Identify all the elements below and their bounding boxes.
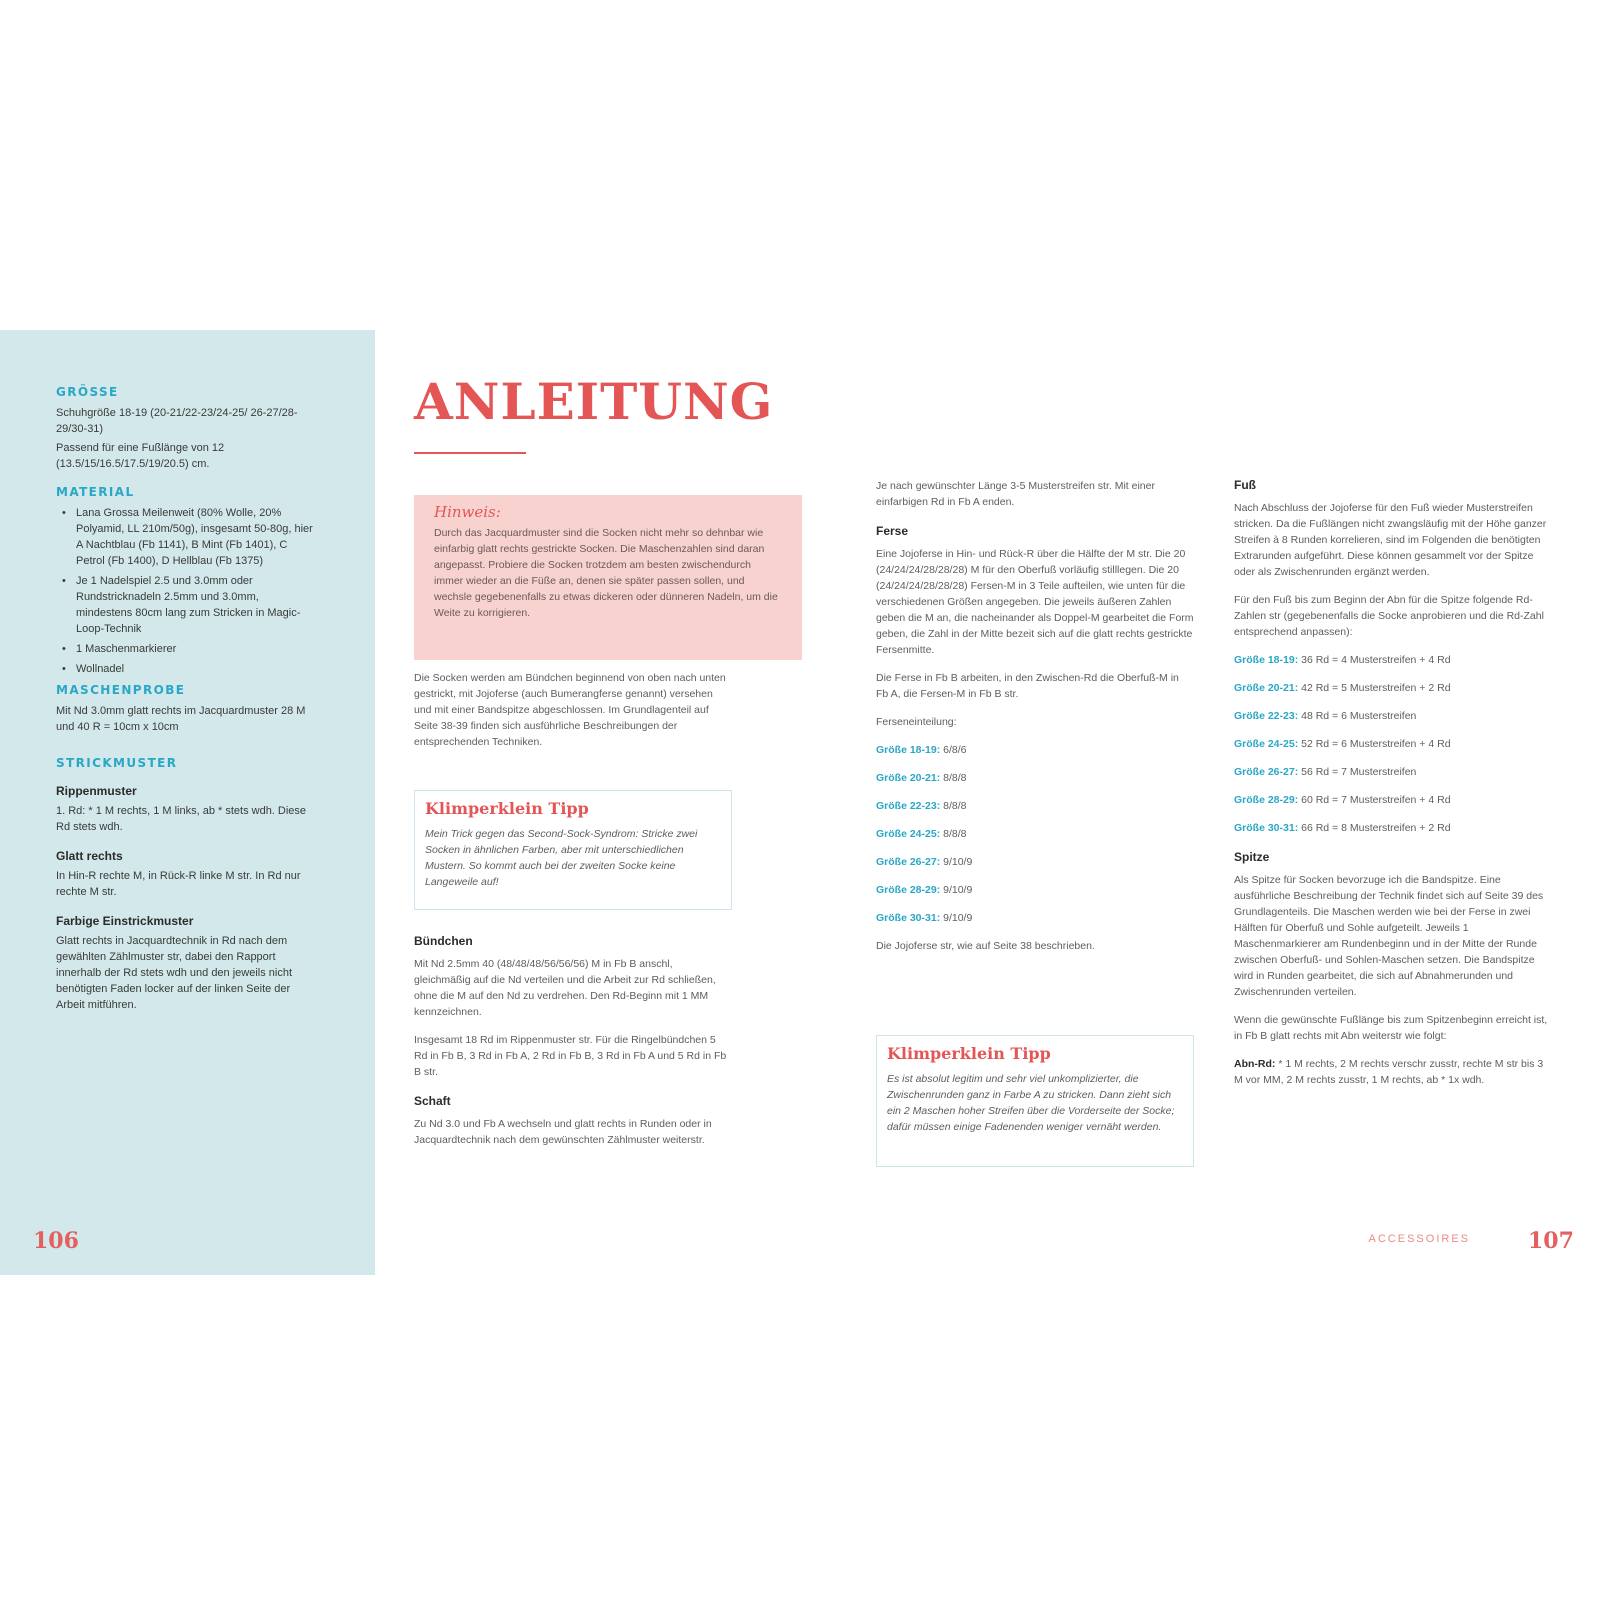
material-heading: MATERIAL: [56, 485, 135, 499]
rippenmuster-heading: Rippenmuster: [56, 784, 137, 798]
tip-title: Klimperklein Tipp: [425, 799, 589, 818]
buendchen-heading: Bündchen: [414, 934, 473, 948]
size-value: 9/10/9: [943, 912, 973, 924]
size-value: 60 Rd = 7 Musterstreifen + 4 Rd: [1301, 794, 1451, 806]
size-label: Größe 28-29:: [1234, 794, 1299, 806]
fuss-heading: Fuß: [1234, 478, 1256, 492]
size-value: 6/8/6: [943, 744, 967, 756]
ferseneinteilung-label: Ferseneinteilung:: [876, 716, 957, 728]
size-label: Größe 20-21:: [1234, 682, 1299, 694]
fuss-size-row: [1234, 820, 1552, 836]
size-label: Größe 20-21:: [876, 772, 941, 784]
hinweis-text: Durch das Jacquardmuster sind die Socken nicht mehr so dehnbar wie einfarbig glatt rechts gestrickte Socken. Die Maschenzahlen sind daran angepasst. Probiere die Socken trotzdem am besten zwischendurch immer wieder an die Füße an, denen sie später passen sollen, und wechsle gegebenenfalls zu etwas dickeren oder dünneren Nadeln, um die Weite zu korrigieren.: [434, 527, 778, 619]
spitze-text-1: Als Spitze für Socken bevorzuge ich die Bandspitze. Eine ausführliche Beschreibung der Technik findet sich auf Seite 39 des Grundlagenteils. Die Maschen werden wie bei der Ferse in zwei Hälften für Oberfuß und Sohle aufgeteilt. Jeweils 1 Maschenmarkierer am Rundenbeginn und in der Mitte der Runde zwischen Oberfuß- und Sohlen-Maschen setzen. Die Bandspitze wird in Runden gearbeitet, die sich auf Abnahmerunden und Zwischenrunden verteilen.: [1234, 874, 1544, 998]
page-number-left: 106: [33, 1228, 79, 1254]
material-item: • 1 Maschenmarkierer: [56, 641, 318, 657]
spitze-heading: Spitze: [1234, 850, 1270, 864]
ferse-size-row: [876, 742, 1194, 758]
sidebar-content: [56, 385, 318, 1016]
strickmuster-heading: STRICKMUSTER: [56, 756, 178, 770]
size-value: 66 Rd = 8 Musterstreifen + 2 Rd: [1301, 822, 1451, 834]
fuss-size-row: [1234, 764, 1552, 780]
schaft-heading: Schaft: [414, 1094, 451, 1108]
fuss-size-row: [1234, 652, 1552, 668]
ferse-size-row: [876, 798, 1194, 814]
title-underline: [414, 452, 526, 454]
column-1-lower: [414, 920, 732, 1160]
abn-rd-instructions: * 1 M rechts, 2 M rechts verschr zusstr, rechte M str bis 3 M vor MM, 2 M rechts zusstr, 1 M rechts, ab * 1x wdh.: [1234, 1058, 1544, 1086]
page-title: ANLEITUNG: [414, 372, 774, 431]
column-1: [414, 670, 732, 762]
size-label: Größe 26-27:: [876, 856, 941, 868]
size-label: Größe 24-25:: [1234, 738, 1299, 750]
fuss-size-row: [1234, 792, 1552, 808]
size-value: 42 Rd = 5 Musterstreifen + 2 Rd: [1301, 682, 1451, 694]
size-value: 9/10/9: [943, 856, 973, 868]
size-label: Größe 26-27:: [1234, 766, 1299, 778]
ferse-heading: Ferse: [876, 524, 909, 538]
abn-rd-text: [1234, 1056, 1552, 1088]
ferse-size-row: [876, 910, 1194, 926]
hinweis-box: [414, 495, 802, 660]
groesse-heading: GRÖSSE: [56, 385, 119, 399]
groesse-text-2: Passend für eine Fußlänge von 12 (13.5/15/16.5/17.5/19/20.5) cm.: [56, 442, 225, 470]
jojoferse-text: Die Jojoferse str, wie auf Seite 38 beschrieben.: [876, 940, 1095, 952]
fuss-size-row: [1234, 680, 1552, 696]
spitze-text-2: Wenn die gewünschte Fußlänge bis zum Spitzenbeginn erreicht ist, in Fb B glatt rechts mit Abn weiterstr wie folgt:: [1234, 1014, 1548, 1042]
material-item: • Je 1 Nadelspiel 2.5 und 3.0mm oder Rundstricknadeln 2.5mm und 3.0mm, mindestens 80cm lang zum Stricken in Magic-Loop-Technik: [56, 573, 318, 637]
farbige-einstrickmuster-heading: Farbige Einstrickmuster: [56, 914, 194, 928]
ferse-size-row: [876, 854, 1194, 870]
size-label: Größe 18-19:: [1234, 654, 1299, 666]
ferse-size-row: [876, 882, 1194, 898]
section-label: ACCESSOIRES: [1368, 1233, 1470, 1245]
size-label: Größe 30-31:: [876, 912, 941, 924]
size-value: 8/8/8: [943, 828, 967, 840]
material-item: • Lana Grossa Meilenweit (80% Wolle, 20% Polyamid, LL 210m/50g), insgesamt 50-80g, hier A Nachtblau (Fb 1141), B Mint (Fb 1401), C Petrol (Fb 1400), D Hellblau (Fb 1375): [56, 505, 318, 569]
tip-text: Es ist absolut legitim und sehr viel unkomplizierter, die Zwischenrunden ganz in Farbe A zu stricken. Dann zieht sich ein 2 Maschen hoher Streifen über die Vorderseite der Socke; dafür müssen einige Fadenenden weniger vernäht werden.: [887, 1073, 1175, 1133]
tip-text: Mein Trick gegen das Second-Sock-Syndrom: Stricke zwei Socken in ähnlichen Farben, aber mit unterschiedlichen Mustern. So kommt auch bei der zweiten Socke keine Langeweile auf!: [425, 828, 698, 888]
size-value: 36 Rd = 4 Musterstreifen + 4 Rd: [1301, 654, 1451, 666]
size-label: Größe 18-19:: [876, 744, 941, 756]
fuss-size-row: [1234, 736, 1552, 752]
size-value: 56 Rd = 7 Musterstreifen: [1301, 766, 1417, 778]
ferse-size-row: [876, 826, 1194, 842]
maschenprobe-heading: MASCHENPROBE: [56, 683, 186, 697]
abn-rd-label: Abn-Rd:: [1234, 1058, 1276, 1070]
size-label: Größe 22-23:: [1234, 710, 1299, 722]
tip-box-2: [876, 1035, 1194, 1167]
ferse-text-2: Die Ferse in Fb B arbeiten, in den Zwischen-Rd die Oberfuß-M in Fb A, die Fersen-M in Fb B str.: [876, 672, 1179, 700]
size-label: Größe 24-25:: [876, 828, 941, 840]
intro-text: Die Socken werden am Bündchen beginnend von oben nach unten gestrickt, mit Jojoferse (auch Bumerangferse genannt) versehen und mit einer Bandspitze abgeschlossen. Im Grundlagenteil auf Seite 38-39 finden sich ausführliche Beschreibungen der entsprechenden Techniken.: [414, 672, 726, 748]
size-value: 52 Rd = 6 Musterstreifen + 4 Rd: [1301, 738, 1451, 750]
size-value: 8/8/8: [943, 800, 967, 812]
fuss-text-1: Nach Abschluss der Jojoferse für den Fuß wieder Musterstreifen stricken. Da die Fußlängen nicht zwangsläufig mit der Höhe ganzer Streifen à 8 Runden korrelieren, sind im Folgenden die benötigten Extrarunden aufgeführt. Diese können gesammelt vor der Spitze oder als Zwischenrunden ergänzt werden.: [1234, 502, 1547, 578]
buendchen-text-1: Mit Nd 2.5mm 40 (48/48/48/56/56/56) M in Fb B anschl, gleichmäßig auf die Nd verteilen und die Arbeit zur Rd schließen, ohne die M auf den Nd zu verdrehen. Den Rd-Beginn mit 1 MM kennzeichnen.: [414, 958, 716, 1018]
groesse-text-1: Schuhgröße 18-19 (20-21/22-23/24-25/ 26-27/28-29/30-31): [56, 407, 298, 435]
rippenmuster-text: 1. Rd: * 1 M rechts, 1 M links, ab * stets wdh. Diese Rd stets wdh.: [56, 805, 307, 833]
fuss-size-row: [1234, 708, 1552, 724]
maschenprobe-text: Mit Nd 3.0mm glatt rechts im Jacquardmuster 28 M und 40 R = 10cm x 10cm: [56, 705, 306, 733]
farbige-einstrickmuster-text: Glatt rechts in Jacquardtechnik in Rd nach dem gewählten Zählmuster str, dabei den Rapport innerhalb der Rd stets wdh und den jeweils nicht benötigten Faden locker auf der linken Seite der Arbeit mitführen.: [56, 935, 293, 1011]
ferse-text-1: Eine Jojoferse in Hin- und Rück-R über die Hälfte der M str. Die 20 (24/24/24/28/28/28) M für den Oberfuß vorläufig stilllegen. Die 20 (24/24/24/28/28/28) Fersen-M in 3 Teile aufteilen, wie unten für die verschiedenen Größen angegeben. Die jeweils äußeren Zahlen geben die M an, die nacheinander als Doppel-M gearbeitet die Form geben, die Zahl in der Mitte bezeit sich auf die glatt rechts gestrickte Fersenmitte.: [876, 548, 1194, 656]
size-value: 9/10/9: [943, 884, 973, 896]
tip-title: Klimperklein Tipp: [887, 1044, 1051, 1063]
glatt-rechts-text: In Hin-R rechte M, in Rück-R linke M str. In Rd nur rechte M str.: [56, 870, 301, 898]
size-label: Größe 30-31:: [1234, 822, 1299, 834]
buendchen-text-2: Insgesamt 18 Rd im Rippenmuster str. Für die Ringelbündchen 5 Rd in Fb B, 3 Rd in Fb A, 2 Rd in Fb B, 3 Rd in Fb A und 5 Rd in Fb B str.: [414, 1034, 727, 1078]
laenge-text: Je nach gewünschter Länge 3-5 Musterstreifen str. Mit einer einfarbigen Rd in Fb A enden.: [876, 480, 1155, 508]
materials-sidebar: [0, 330, 375, 1275]
ferse-size-row: [876, 770, 1194, 786]
tip-box-1: [414, 790, 732, 910]
hinweis-label: Hinweis:: [434, 503, 501, 521]
size-label: Größe 28-29:: [876, 884, 941, 896]
material-list: [56, 505, 318, 677]
size-value: 8/8/8: [943, 772, 967, 784]
size-label: Größe 22-23:: [876, 800, 941, 812]
glatt-rechts-heading: Glatt rechts: [56, 849, 123, 863]
fuss-text-2: Für den Fuß bis zum Beginn der Abn für die Spitze folgende Rd-Zahlen str (gegebenenfalls die Socke anprobieren und die Rd-Zahl entsprechend anpassen):: [1234, 594, 1544, 638]
size-value: 48 Rd = 6 Musterstreifen: [1301, 710, 1417, 722]
material-item: • Wollnadel: [56, 661, 318, 677]
page-number-right: 107: [1528, 1228, 1574, 1254]
schaft-text: Zu Nd 3.0 und Fb A wechseln und glatt rechts in Runden oder in Jacquardtechnik nach dem gewünschten Zählmuster weiterstr.: [414, 1118, 712, 1146]
column-2: [876, 478, 1194, 966]
column-3: [1234, 478, 1552, 1100]
book-spread: [0, 330, 1600, 1275]
